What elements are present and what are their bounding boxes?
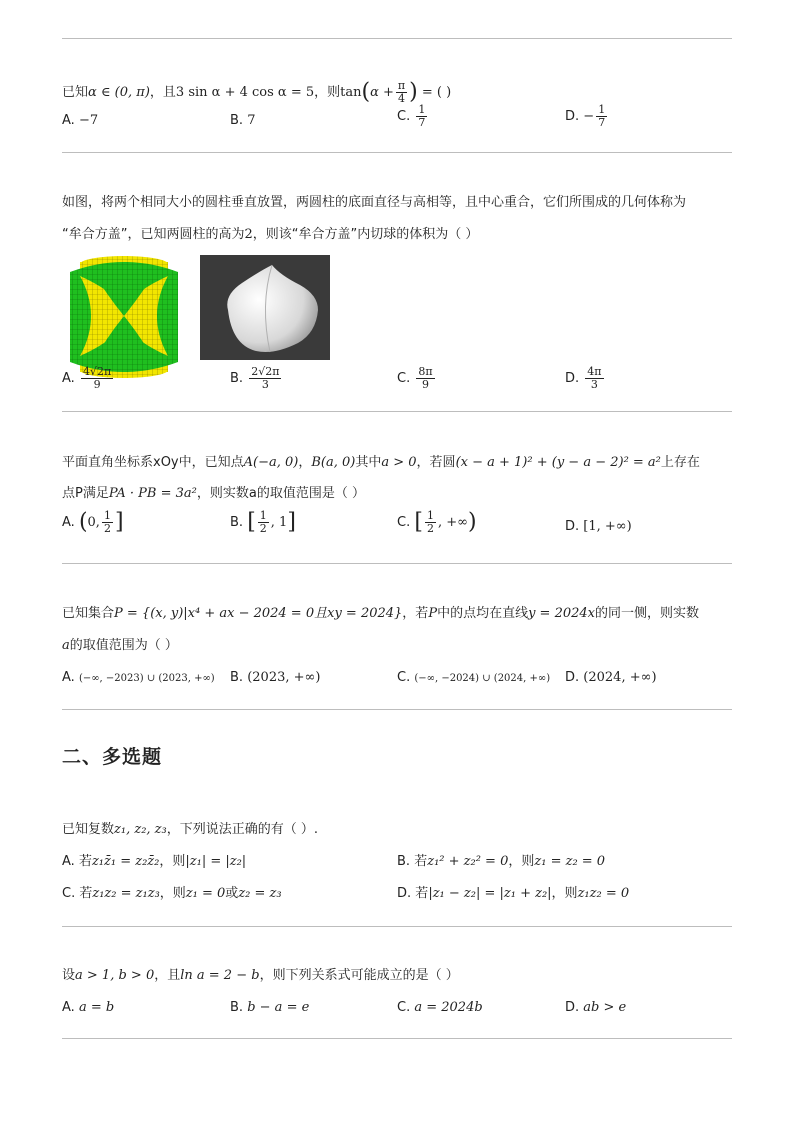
q1-option-b[interactable]: B. 7 bbox=[230, 113, 256, 128]
q5-option-b[interactable]: B. 若z₁² + z₂² = 0，则z₁ = z₂ = 0 bbox=[397, 854, 606, 869]
q4-option-b[interactable]: B. (2023, +∞) bbox=[230, 670, 321, 685]
q5-option-a[interactable]: A. 若z₁z̄₁ = z₂z̄₂，则|z₁| = |z₂| bbox=[62, 854, 247, 869]
q4-stem-line1: 已知集合P = {(x, y)|x⁴ + ax − 2024 = 0且xy = 2024}，若P中的点均在直线y = 2024x的同一侧，则实数 bbox=[62, 606, 700, 621]
intersecting-cylinders-figure bbox=[62, 254, 186, 378]
q1-stem: 已知α ∈ (0, π)，且3 sin α + 4 cos α = 5，则tan(α + $\frac{\pi}{4}$ ) = ( ) bbox=[62, 79, 452, 105]
q4-option-a[interactable]: A. (−∞, −2023) ∪ (2023, +∞) bbox=[62, 670, 215, 685]
q2-option-c[interactable]: C. $\frac{8\pi}{9}$ bbox=[397, 365, 433, 391]
divider bbox=[62, 38, 732, 39]
q1-option-d[interactable]: D. − $\frac{1}{7}$ bbox=[565, 103, 606, 129]
q3-option-c[interactable]: C. [ $\frac{1}{2}$ , +∞) bbox=[397, 509, 477, 535]
q4-stem-line2: a的取值范围为（ ） bbox=[62, 638, 178, 653]
q5-stem: 已知复数z₁, z₂, z₃，下列说法正确的有（ ）. bbox=[62, 822, 318, 837]
section-title: 二、多选题 bbox=[62, 746, 163, 768]
q3-option-d[interactable]: D. [1, +∞) bbox=[565, 519, 632, 534]
mouhefanggai-figure bbox=[200, 255, 330, 360]
q1-option-a[interactable]: A. −7 bbox=[62, 113, 99, 128]
q6-option-a[interactable]: A. a = b bbox=[62, 1000, 115, 1015]
q2-stem-line1: 如图，将两个相同大小的圆柱垂直放置，两圆柱的底面直径与高相等，且中心重合，它们所围成的几何体称为 bbox=[62, 195, 687, 210]
divider bbox=[62, 563, 732, 564]
q4-option-d[interactable]: D. (2024, +∞) bbox=[565, 670, 657, 685]
divider bbox=[62, 709, 732, 710]
q4-option-c[interactable]: C. (−∞, −2024) ∪ (2024, +∞) bbox=[397, 670, 551, 685]
q3-stem-line1: 平面直角坐标系xOy中，已知点A(−a, 0)，B(a, 0)其中a > 0，若圆(x − a + 1)² + (y − a − 2)² = a²上存在 bbox=[62, 455, 700, 470]
q6-stem: 设a > 1, b > 0，且ln a = 2 − b，则下列关系式可能成立的是（ ） bbox=[62, 968, 459, 983]
q3-option-b[interactable]: B. [ $\frac{1}{2}$ , 1] bbox=[230, 509, 296, 535]
q2-option-d[interactable]: D. $\frac{4\pi}{3}$ bbox=[565, 365, 602, 391]
q2-option-b[interactable]: B. $\frac{2√2\pi}{3}$ bbox=[230, 365, 280, 391]
q2-stem-line2: “牟合方盖”，已知两圆柱的高为2，则该“牟合方盖”内切球的体积为（ ） bbox=[62, 227, 479, 242]
q6-option-c[interactable]: C. a = 2024b bbox=[397, 1000, 483, 1015]
q3-option-a[interactable]: A. (0, $\frac{1}{2}$ ] bbox=[62, 509, 124, 535]
q6-option-d[interactable]: D. ab > e bbox=[565, 1000, 627, 1015]
q5-option-c[interactable]: C. 若z₁z₂ = z₁z₃，则z₁ = 0或z₂ = z₃ bbox=[62, 886, 282, 901]
q5-option-d[interactable]: D. 若|z₁ − z₂| = |z₁ + z₂|，则z₁z₂ = 0 bbox=[397, 886, 630, 901]
q1-option-c[interactable]: C. $\frac{1}{7}$ bbox=[397, 103, 426, 129]
divider bbox=[62, 926, 732, 927]
q3-stem-line2: 点P满足PA · PB = 3a²，则实数a的取值范围是（ ） bbox=[62, 486, 365, 501]
divider bbox=[62, 1038, 732, 1039]
divider bbox=[62, 152, 732, 153]
q2-option-a[interactable]: A. $\frac{4√2\pi}{9}$ bbox=[62, 365, 112, 391]
divider bbox=[62, 411, 732, 412]
q6-option-b[interactable]: B. b − a = e bbox=[230, 1000, 310, 1015]
